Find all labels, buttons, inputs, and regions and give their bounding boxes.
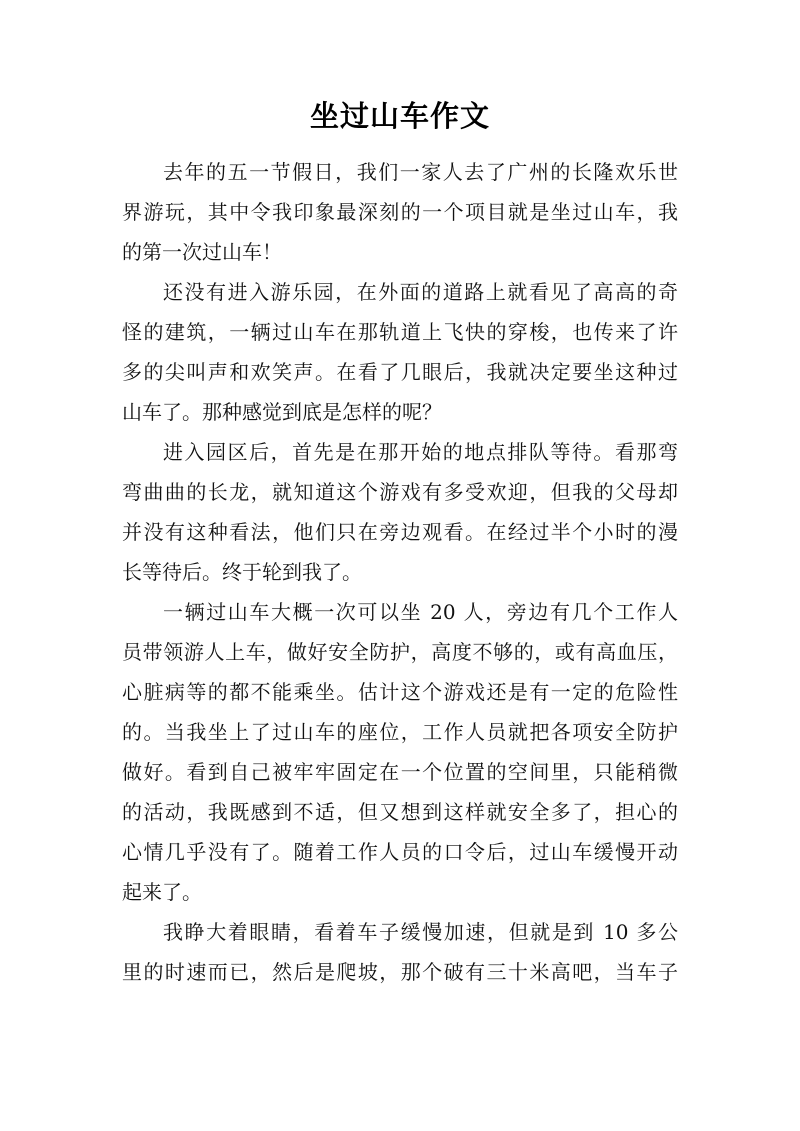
document-body [122,152,678,992]
text-line: 起来了。 [122,880,202,904]
text-line: 员带领游人上车，做好安全防护，高度不够的，或有高血压， [122,640,678,664]
text-line: 多的尖叫声和欢笑声。在看了几眼后，我就决定要坐这种过 [122,360,678,384]
paragraph-3 [122,432,678,592]
paragraph-1 [122,152,678,272]
text-line: 心脏病等的都不能乘坐。估计这个游戏还是有一定的危险性 [122,680,678,704]
text-line: 去年的五一节假日，我们一家人去了广州的长隆欢乐世 [163,160,678,184]
text-line: 山车了。那种感觉到底是怎样的呢？ [122,400,442,424]
text-line: 的活动，我既感到不适，但又想到这样就安全多了，担心的 [122,800,678,824]
text-line: 怪的建筑，一辆过山车在那轨道上飞快的穿梭，也传来了许 [122,320,678,344]
document-title: 坐过山车作文 [309,99,490,133]
text-line: 并没有这种看法，他们只在旁边观看。在经过半个小时的漫 [122,520,678,544]
text-line: 长等待后。终于轮到我了。 [122,560,362,584]
paragraph-5 [122,912,678,992]
text-line: 一辆过山车大概一次可以坐 20 人，旁边有几个工作人 [163,600,678,624]
text-line: 心情几乎没有了。随着工作人员的口令后，过山车缓慢开动 [122,840,678,864]
text-line: 我睁大着眼睛，看着车子缓慢加速，但就是到 10 多公 [163,920,678,944]
text-line: 界游玩，其中令我印象最深刻的一个项目就是坐过山车，我 [122,200,678,224]
text-line: 做好。看到自己被牢牢固定在一个位置的空间里，只能稍微 [122,760,678,784]
paragraph-2 [122,272,678,432]
text-line: 里的时速而已，然后是爬坡，那个破有三十米高吧，当车子 [122,960,678,984]
text-line: 进入园区后，首先是在那开始的地点排队等待。看那弯 [163,440,678,464]
text-line: 的。当我坐上了过山车的座位，工作人员就把各项安全防护 [122,720,678,744]
text-line: 的第一次过山车！ [122,240,282,264]
text-line: 弯曲曲的长龙，就知道这个游戏有多受欢迎，但我的父母却 [122,480,678,504]
text-line: 还没有进入游乐园，在外面的道路上就看见了高高的奇 [163,280,678,304]
paragraph-4 [122,592,678,912]
